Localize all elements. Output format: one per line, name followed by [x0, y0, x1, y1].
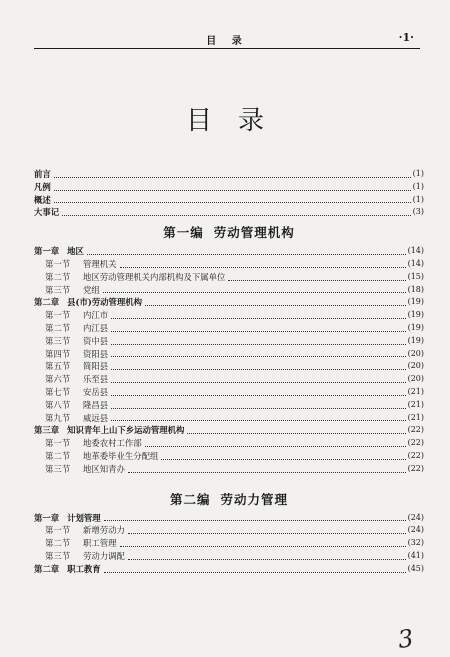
toc-entry-label [34, 284, 100, 297]
toc-entry-page: (15) [407, 271, 424, 281]
leader-dots [228, 279, 405, 281]
section-title: 资阳县 [83, 348, 109, 359]
toc-entry [34, 537, 424, 550]
chapter-title: 职工教育 [67, 563, 101, 574]
toc-entry [34, 463, 424, 476]
toc-entry-page: (3) [412, 207, 424, 217]
leader-dots [111, 330, 405, 332]
section-title: 党组 [83, 284, 100, 295]
leader-dots [120, 266, 406, 268]
leader-dots [103, 291, 406, 293]
toc-entry-title: 凡例 [34, 181, 51, 192]
section-number: 第二节 [45, 322, 71, 333]
section-number: 第三节 [45, 550, 71, 561]
handwritten-page-mark: 3 [396, 624, 416, 654]
toc-entry-page: (1) [412, 194, 424, 204]
toc-entry-label [34, 322, 108, 335]
chapter-title: 地区 [67, 246, 84, 257]
toc-entry-label [34, 206, 59, 219]
toc-entry [34, 373, 424, 386]
leader-dots [128, 558, 406, 560]
chapter-number: 第二章 [34, 297, 60, 308]
toc-entry [34, 309, 424, 322]
toc-entry-page: (22) [407, 463, 424, 473]
toc-entry-page: (22) [407, 438, 424, 448]
leader-dots [54, 201, 411, 203]
leader-dots [111, 355, 405, 357]
chapter-title: 知识青年上山下乡运动管理机构 [67, 425, 185, 436]
chapter-number: 第一章 [34, 246, 60, 257]
toc-entry-page: (24) [407, 525, 424, 535]
toc-entry [34, 245, 424, 258]
toc-entry-page: (19) [407, 335, 424, 345]
toc-entry [34, 512, 424, 525]
leader-dots [128, 532, 406, 534]
leader-dots [111, 343, 405, 345]
toc-entry-label [34, 412, 108, 425]
section-number: 第二节 [45, 538, 71, 549]
leader-dots [145, 304, 406, 306]
running-header-page-number: ·1· [398, 31, 414, 44]
toc-entry-page: (24) [407, 512, 424, 522]
leader-dots [161, 458, 405, 460]
toc-entry [34, 348, 424, 361]
part-number: 第一编 [163, 225, 204, 241]
toc-entry [34, 206, 424, 219]
section-number: 第一节 [45, 310, 71, 321]
toc-entry-page: (20) [407, 374, 424, 384]
section-number: 第三节 [45, 463, 71, 474]
toc-entry-label [34, 463, 125, 476]
toc-entry [34, 258, 424, 271]
toc-entry-page: (20) [407, 361, 424, 371]
toc-entry [34, 271, 424, 284]
section-title: 内江县 [83, 322, 109, 333]
leader-dots [128, 471, 406, 473]
toc-entry-page: (45) [407, 563, 424, 573]
leader-dots [111, 368, 405, 370]
toc-entry [34, 296, 424, 309]
section-number: 第九节 [45, 412, 71, 423]
chapter-title: 计划管理 [67, 512, 101, 523]
section-title: 安岳县 [83, 386, 109, 397]
toc-entry-label [34, 296, 142, 309]
toc-entry-title: 前言 [34, 169, 51, 179]
toc-entry [34, 335, 424, 348]
toc-entry-page: (21) [407, 399, 424, 409]
chapter-number: 第二章 [34, 563, 60, 574]
part-number: 第二编 [169, 491, 211, 507]
section-title: 地区知青办 [83, 463, 125, 474]
toc-entry-page: (21) [407, 412, 424, 422]
section-title: 劳动力调配 [83, 550, 125, 561]
table-of-contents [34, 168, 424, 576]
toc-entry-page: (21) [407, 386, 424, 396]
toc-entry [34, 322, 424, 335]
leader-dots [54, 189, 411, 191]
toc-entry [34, 563, 424, 576]
toc-entry-label [34, 450, 158, 463]
leader-dots [111, 407, 405, 409]
section-title: 管理机关 [83, 258, 117, 269]
section-title: 威远县 [83, 412, 109, 423]
toc-entry [34, 360, 424, 373]
section-title: 新增劳动力 [83, 525, 125, 536]
toc-entry-page: (32) [407, 538, 424, 548]
section-title: 简阳县 [83, 361, 109, 372]
toc-entry-page: (19) [407, 322, 424, 332]
section-title: 职工管理 [83, 538, 117, 549]
toc-entry-page: (22) [407, 450, 424, 460]
toc-entry [34, 399, 424, 412]
toc-entry-label [34, 271, 225, 284]
toc-entry [34, 168, 424, 181]
toc-entry-label [34, 181, 51, 194]
toc-entry-page: (14) [407, 258, 424, 268]
toc-entry-label [34, 168, 51, 181]
toc-entry-page: (41) [407, 550, 424, 560]
section-number: 第五节 [45, 361, 71, 372]
toc-entry-label [34, 194, 51, 207]
section-number: 第三节 [45, 284, 71, 295]
chapter-number: 第三章 [34, 425, 60, 436]
toc-entry-label [34, 424, 184, 437]
toc-entry-label [34, 399, 108, 412]
section-number: 第七节 [45, 386, 71, 397]
running-header [34, 30, 420, 49]
toc-entry-page: (22) [407, 425, 424, 435]
leader-dots [54, 176, 411, 178]
toc-entry-label [34, 512, 101, 525]
toc-entry-title: 大事记 [34, 207, 60, 218]
section-number: 第一节 [45, 438, 71, 449]
part-title: 劳动力管理 [220, 491, 289, 507]
toc-entry-page: (1) [412, 169, 424, 178]
section-number: 第四节 [45, 348, 71, 359]
leader-dots [104, 519, 406, 521]
chapter-number: 第一章 [34, 512, 60, 523]
toc-entry-page: (20) [407, 348, 424, 358]
section-title: 地区劳动管理机关内部机构及下属单位 [83, 271, 226, 282]
toc-entry-label [34, 258, 117, 271]
toc-entry-page: (19) [407, 297, 424, 307]
toc-entry-label [34, 437, 142, 450]
toc-entry [34, 550, 424, 563]
toc-entry-label [34, 386, 108, 399]
section-title: 地委农村工作部 [83, 438, 142, 449]
running-header-title: 目 录 [206, 36, 248, 47]
toc-entry [34, 412, 424, 425]
toc-entry-title: 概述 [34, 194, 51, 205]
leader-dots [111, 394, 405, 396]
section-title: 隆昌县 [83, 399, 109, 410]
leader-dots [187, 432, 405, 434]
leader-dots [111, 381, 405, 383]
toc-entry [34, 450, 424, 463]
toc-entry [34, 437, 424, 450]
leader-dots [87, 253, 406, 255]
toc-entry-label [34, 373, 108, 386]
part-heading [34, 221, 424, 245]
toc-entry-label [34, 524, 125, 537]
toc-entry [34, 386, 424, 399]
section-number: 第三节 [45, 335, 71, 346]
leader-dots [120, 545, 406, 547]
leader-dots [104, 571, 406, 573]
section-title: 地革委毕业生分配组 [83, 450, 159, 461]
section-number: 第一节 [45, 258, 71, 269]
section-title: 乐至县 [83, 374, 109, 385]
leader-dots [145, 445, 406, 447]
toc-entry-label [34, 335, 108, 348]
toc-entry-label [34, 537, 117, 550]
toc-entry-label [34, 550, 125, 563]
leader-dots [111, 317, 405, 319]
part-heading [34, 488, 424, 512]
toc-entry-page: (14) [407, 246, 424, 256]
section-number: 第六节 [45, 374, 71, 385]
toc-entry [34, 524, 424, 537]
toc-entry-label [34, 309, 108, 322]
chapter-title: 县(市)劳动管理机构 [67, 297, 143, 308]
toc-entry [34, 194, 424, 207]
leader-dots [62, 214, 411, 216]
toc-entry [34, 424, 424, 437]
toc-entry-page: (18) [407, 284, 424, 294]
toc-entry-label [34, 563, 101, 576]
section-number: 第八节 [45, 399, 71, 410]
toc-entry-page: (1) [412, 181, 424, 191]
toc-entry [34, 181, 424, 194]
toc-entry-label [34, 360, 108, 373]
section-title: 资中县 [83, 335, 109, 346]
toc-entry-label [34, 245, 84, 258]
toc-entry [34, 284, 424, 297]
toc-entry-page: (19) [407, 310, 424, 320]
section-title: 内江市 [83, 310, 109, 321]
part-title: 劳动管理机构 [213, 225, 295, 241]
section-number: 第一节 [45, 525, 71, 536]
page-title: 目录 [185, 106, 290, 136]
toc-entry-label [34, 348, 108, 361]
section-number: 第二节 [45, 450, 71, 461]
section-number: 第二节 [45, 271, 71, 282]
leader-dots [111, 419, 405, 421]
